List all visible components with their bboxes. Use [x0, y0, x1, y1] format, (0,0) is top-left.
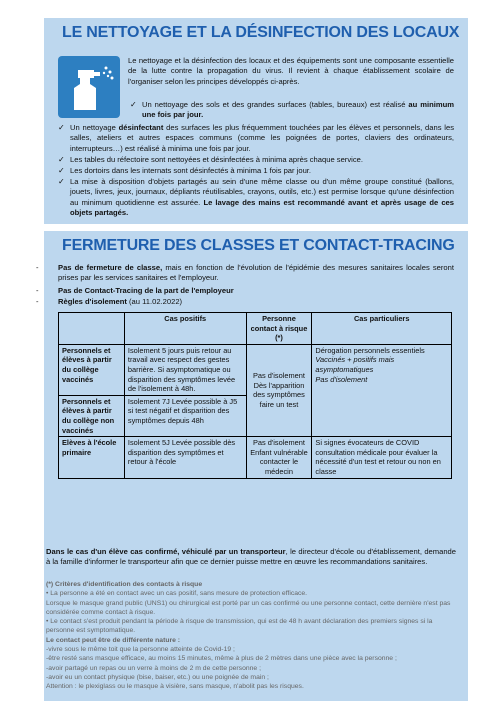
table-row — [59, 437, 452, 478]
contact-criteria: (*) Critères d'identification des contacts à risque • La personne a été en contact avec un cas positif, sans mesure de protection efficace. Lorsque le masque grand public (UNS1) ou chirurgical est porté par un cas confirmé ou une personne contact, cette dernière n'est pas considérée comme contact à risque. • Le contact s'est produit pendant la période à risque de transmission, qui est de 48 h avant déclaration des premiers signes si la personne est symptomatique. Le contact peut être de différente nature : -vivre sous le même toit que la personne atteinte de Covid-19 ; -être resté sans masque efficace, au moins 15 minutes, même à plus de 2 mètres dans une pièce avec la personne ; -avoir partagé un repas ou un verre à moins de 2 m de cette personne ; -avoir eu un contact physique (bise, baiser, etc.) ou une poignée de main ; Attention : le plexiglass ou le masque à visière, sans masque, n'abolit pas les risques. — [46, 581, 451, 691]
table-row — [59, 344, 452, 395]
section-title-closure: FERMETURE DES CLASSES ET CONTACT-TRACING — [62, 237, 455, 254]
section-title-cleaning: LE NETTOYAGE ET LA DÉSINFECTION DES LOCAUX — [62, 24, 460, 41]
cell-contact: Pas d'isolement Enfant vulnérable contacter le médecin — [246, 437, 312, 478]
cell-positive: Isolement 5J Levée possible dès disparition des symptômes et retour à l'école — [124, 437, 246, 478]
bullet-disinfect: ✓ Un nettoyage désinfectant des surfaces les plus fréquemment touchées par les élèves et personnels, dans les salles, ateliers et autres espaces communs (comme les poignées de portes, claviers des ordinateurs, interrupteurs…) est réalisé à minima une fois par jour. — [70, 123, 454, 154]
cell-special: Dérogation personnels essentiels Vaccinés + positifs mais asymptomatiques Pas d'isolement — [312, 344, 452, 436]
table-header-row — [59, 313, 452, 345]
row-label-primary: Elèves à l'école primaire — [59, 437, 125, 478]
cell-contact: Pas d'isolement Dès l'apparition des symptômes faire un test — [246, 344, 312, 436]
row-label-vaccinated: Personnels et élèves à partir du collège vaccinés — [59, 344, 125, 395]
spray-bottle-icon — [58, 56, 120, 118]
cleaning-intro: Le nettoyage et la désinfection des locaux et des équipements sont une composante essentielle de la lutte contre la propagation du virus. Il revient à chaque établissement scolaire de l'organiser selon les principes développés ci-après. — [128, 56, 454, 86]
bullet-dormitories: ✓ Les dortoirs dans les internats sont désinfectés à minima 1 fois par jour. — [70, 166, 454, 176]
bullet-refectory: ✓ Les tables du réfectoire sont nettoyées et désinfectées à minima après chaque service. — [70, 155, 454, 165]
bullet-floors: ✓ Un nettoyage des sols et des grandes surfaces (tables, bureaux) est réalisé au minimum une fois par jour. — [142, 100, 454, 121]
item-isolation-rules: - Règles d'isolement (au 11.02.2022) — [58, 297, 454, 307]
cell-special: Si signes évocateurs de COVID consultation médicale pour évaluer la nécessité d'un test et retour ou non en classe — [312, 437, 452, 478]
header-special: Cas particuliers — [312, 313, 452, 345]
cell-positive: Isolement 5 jours puis retour au travail avec respect des gestes barrière. Si asymptomatique ou disparition des symptômes levée de l'isolement à 48h. — [124, 344, 246, 395]
transport-note: Dans le cas d'un élève cas confirmé, véhiculé par un transporteur, le directeur d'école ou d'établissement, demande à la famille d'informer le transporteur afin que ce dernier puisse mettre en œuvre les recommandations sanitaires. — [46, 547, 456, 567]
isolation-table — [58, 312, 452, 479]
bullet-shared-objects: ✓ La mise à disposition d'objets partagés au sein d'une même classe ou d'un même groupe constitué (ballons, jouets, livres, jeux, journaux, dépliants réutilisables, crayons, outils, etc.) est permise lorsque qu'une désinfection au minimum quotidienne est assurée. Le lavage des mains est recommandé avant et après usage de ces objets partagés. — [70, 177, 454, 219]
header-positive: Cas positifs — [124, 313, 246, 345]
cell-positive: Isolement 7J Levée possible à J5 si test négatif et disparition des symptômes depuis 48h — [124, 395, 246, 436]
header-contact: Personne contact à risque (*) — [246, 313, 312, 345]
row-label-unvaccinated: Personnels et élèves à partir du collège non vaccinés — [59, 395, 125, 436]
item-no-tracing: - Pas de Contact-Tracing de la part de l'employeur — [58, 286, 454, 296]
item-no-closure: - Pas de fermeture de classe, mais en fonction de l'évolution de l'épidémie des mesures sanitaires locales seront prises par les services sanitaires et l'employeur. — [58, 263, 454, 284]
